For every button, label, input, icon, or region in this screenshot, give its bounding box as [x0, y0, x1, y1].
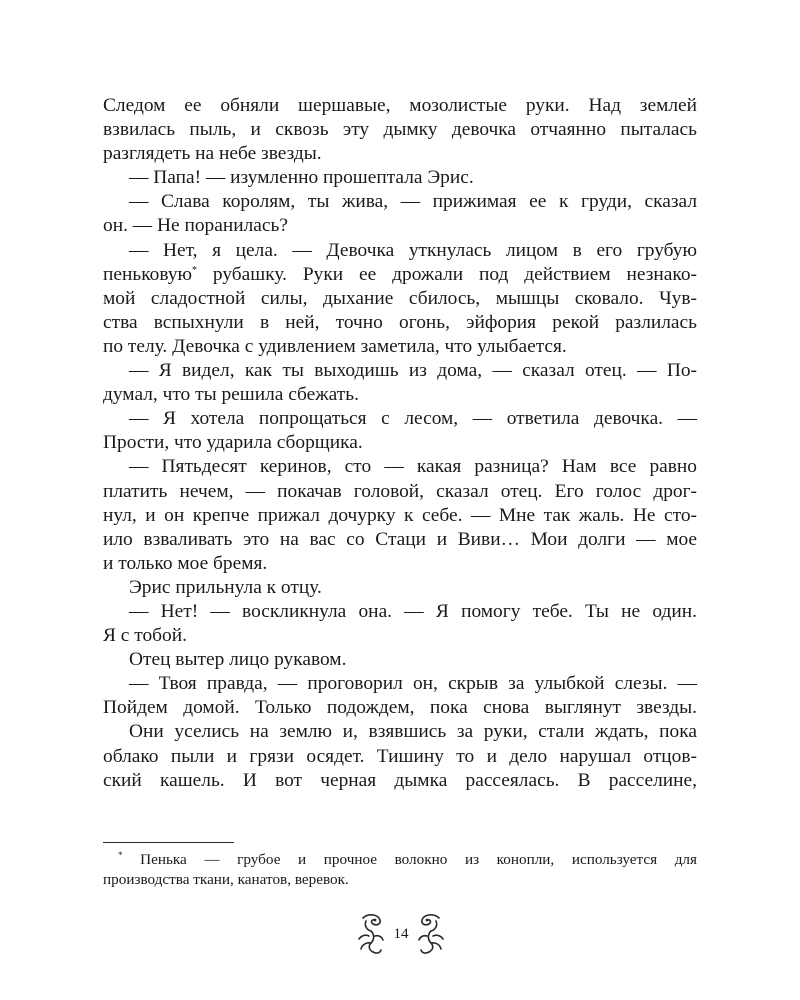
- page-folio: [0, 912, 800, 958]
- text-line: мой сладостной силы, дыхание сбилось, мышцы сковало. Чув-: [103, 287, 697, 309]
- text-line: и только мое бремя.: [103, 552, 268, 574]
- decorative-figure-icon: [414, 912, 448, 958]
- text-line: платить нечем, — покачав головой, сказал отец. Его голос дрог-: [103, 480, 697, 502]
- text-line: по телу. Девочка с удивлением заметила, что улыбается.: [103, 335, 567, 357]
- text-line: Пойдем домой. Только подождем, пока снова выглянут звезды.: [103, 697, 697, 719]
- footnote-line: производства ткани, канатов, веревок.: [103, 871, 349, 888]
- text-line: разглядеть на небе звезды.: [103, 143, 322, 165]
- text-line: — Слава королям, ты жива, — прижимая ее к груди, сказал: [129, 191, 697, 213]
- page-number: 14: [393, 926, 409, 942]
- text-line: облако пыли и грязи осядет. Тишину то и дело нарушал отцов-: [103, 745, 697, 767]
- footnote-divider: [103, 842, 234, 843]
- footnote-text: Пенька — грубое и прочное волокно из конопли, используется для: [140, 851, 697, 868]
- text-line: — Я хотела попрощаться с лесом, — ответила девочка. —: [129, 408, 697, 430]
- text-line: нул, и он крепче прижал дочурку к себе. — Мне так жаль. Не сто-: [103, 504, 697, 526]
- text-line: Отец вытер лицо рукавом.: [129, 649, 347, 671]
- text-line: Эрис прильнула к отцу.: [129, 576, 322, 598]
- text-line: — Пятьдесят керинов, сто — какая разница? Нам все равно: [129, 456, 697, 478]
- text-line: — Твоя правда, — проговорил он, скрыв за улыбкой слезы. —: [129, 673, 697, 695]
- text-line: он. — Не поранилась?: [103, 215, 288, 237]
- text-line: Они уселись на землю и, взявшись за руки, стали ждать, пока: [129, 721, 697, 743]
- text-line: думал, что ты решила сбежать.: [103, 384, 359, 406]
- text-line: Прости, что ударила сборщика.: [103, 432, 363, 454]
- footnote-marker: *: [118, 850, 123, 860]
- text-line: — Нет! — воскликнула она. — Я помогу тебе. Ты не один.: [129, 600, 697, 622]
- text-line: — Нет, я цела. — Девочка уткнулась лицом в его грубую: [129, 239, 697, 261]
- text-line-with-footnote: [103, 263, 697, 287]
- text-line: Я с тобой.: [103, 625, 187, 647]
- text-line: Следом ее обняли шершавые, мозолистые руки. Над землей: [103, 95, 697, 116]
- decorative-figure-icon: [354, 912, 388, 958]
- footnote: [103, 850, 697, 890]
- text-line: — Я видел, как ты выходишь из дома, — сказал отец. — По-: [129, 360, 697, 382]
- text-line: ский кашель. И вот черная дымка рассеялась. В расселине,: [103, 769, 697, 791]
- footnote-line: [103, 850, 697, 870]
- text-line: взвилась пыль, и сквозь эту дымку девочка отчаянно пыталась: [103, 119, 697, 141]
- text-line: ства вспыхнули в ней, точно огонь, эйфория рекой разлилась: [103, 311, 697, 333]
- text-fragment: пеньковую: [103, 263, 193, 285]
- main-text: [103, 94, 697, 793]
- footnote-reference: *: [192, 264, 198, 276]
- text-line: — Папа! — изумленно прошептала Эрис.: [129, 167, 474, 189]
- text-line: ило взваливать это на вас со Стаци и Виви… Мои долги — мое: [103, 528, 697, 550]
- text-fragment: рубашку. Руки ее дрожали под действием незнако-: [212, 263, 697, 285]
